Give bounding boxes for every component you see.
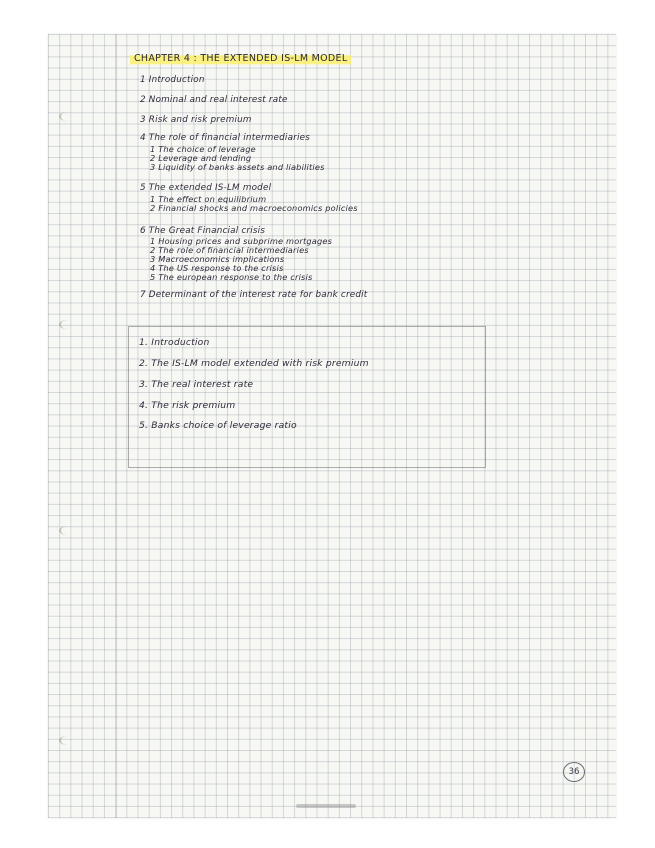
outline-box [128, 326, 486, 468]
toc-subitem: 2 Financial shocks and macroeconomics policies [150, 203, 358, 213]
toc-item [140, 95, 288, 105]
punch-hole [59, 526, 75, 535]
toc-item [140, 290, 367, 300]
toc-number: 4 [140, 133, 146, 143]
toc-number: 7 [140, 290, 146, 300]
toc-subitem: 1 The choice of leverage [150, 144, 256, 154]
toc-label: The Great Financial crisis [148, 226, 266, 236]
binding-mark [296, 804, 356, 808]
outline-item: 5. Banks choice of leverage ratio [139, 420, 297, 431]
toc-item [140, 115, 252, 125]
toc-label: Introduction [148, 75, 205, 85]
chapter-title: CHAPTER 4 : THE EXTENDED IS-LM MODEL [130, 52, 351, 65]
toc-subitem: 1 The effect on equilibrium [150, 194, 267, 204]
toc-item [140, 75, 205, 85]
toc-label: The role of financial intermediaries [148, 133, 311, 143]
margin-line [116, 34, 117, 818]
punch-hole [59, 320, 75, 329]
outline-item: 3. The real interest rate [139, 379, 254, 390]
outline-item: 4. The risk premium [139, 400, 236, 411]
toc-number: 2 [140, 95, 146, 105]
outline-item: 2. The IS-LM model extended with risk premium [139, 358, 369, 369]
toc-number: 1 [140, 75, 146, 85]
toc-number: 6 [140, 226, 146, 236]
toc-subitem: 4 The US response to the crisis [150, 263, 284, 273]
toc-item [140, 133, 310, 143]
toc-label: Determinant of the interest rate for bank credit [148, 290, 368, 300]
punch-hole [59, 736, 75, 745]
toc-item [140, 226, 265, 236]
toc-number: 3 [140, 115, 146, 125]
toc-subitem: 3 Macroeconomics implications [150, 254, 285, 264]
toc-item [140, 183, 271, 193]
toc-subitem: 5 The european response to the crisis [150, 272, 313, 282]
punch-hole [59, 112, 75, 121]
toc-label: Risk and risk premium [148, 115, 252, 125]
page-number: 36 [563, 762, 585, 782]
toc-subitem: 3 Liquidity of banks assets and liabilities [150, 162, 325, 172]
toc-subitem: 2 The role of financial intermediaries [150, 245, 309, 255]
toc-label: Nominal and real interest rate [148, 95, 288, 105]
toc-subitem: 2 Leverage and lending [150, 153, 252, 163]
toc-label: The extended IS-LM model [148, 183, 272, 193]
toc-number: 5 [140, 183, 146, 193]
outline-item: 1. Introduction [139, 337, 210, 348]
notebook-page [48, 34, 616, 818]
toc-subitem: 1 Housing prices and subprime mortgages [150, 236, 333, 246]
